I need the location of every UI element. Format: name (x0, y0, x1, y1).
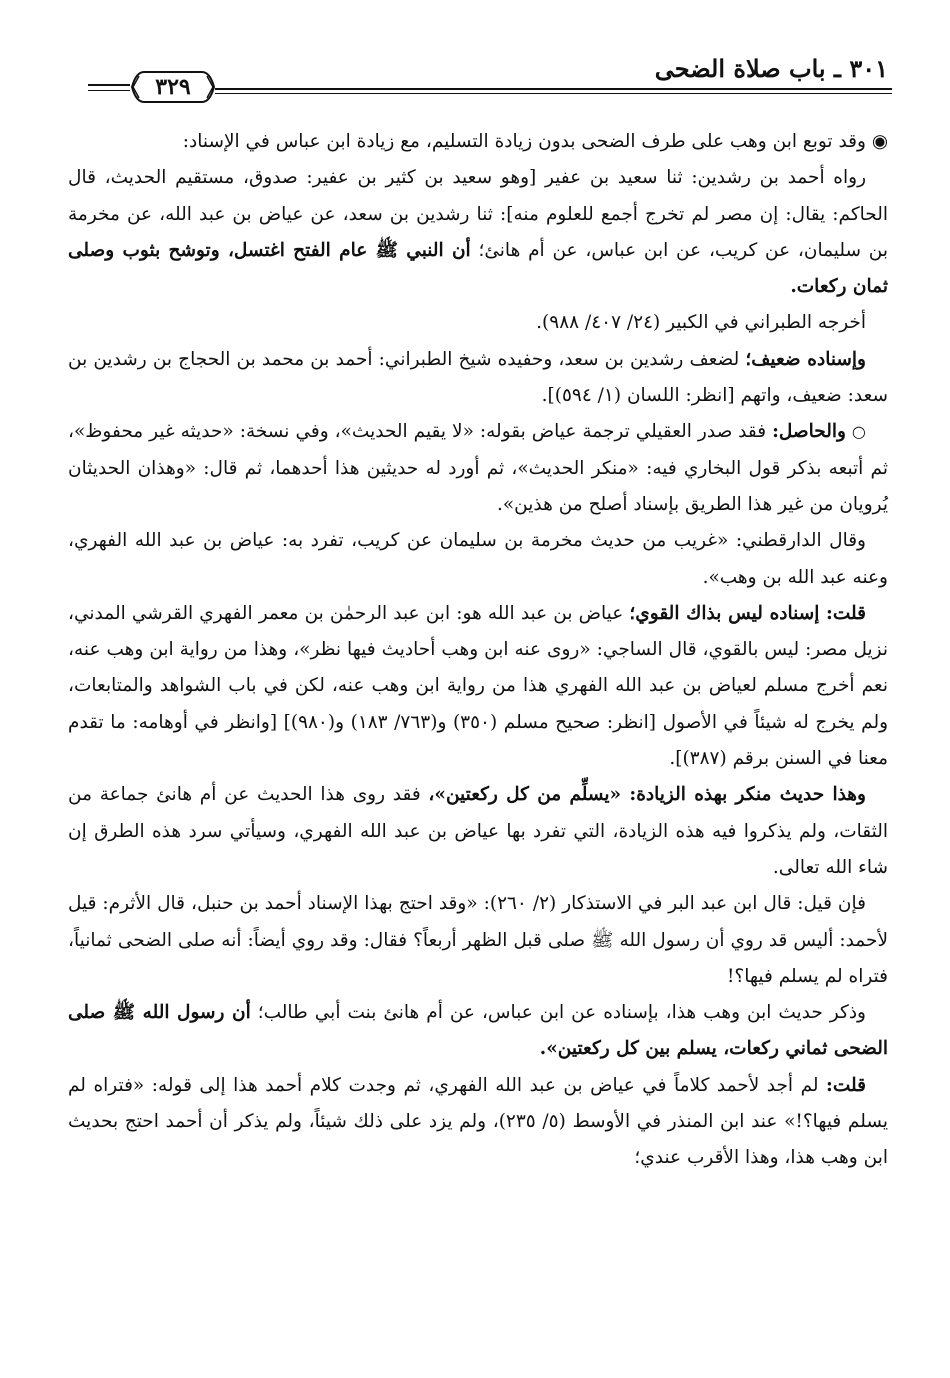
paragraph-text: فإن قيل: قال ابن عبد البر في الاستذكار (٢/ ٢٦٠): «وقد احتج بهذا الإسناد أحمد بن حنبل، قال الأثرم: قيل لأحمد: أليس قد روي أن رسول الله ﷺ صلى قبل الظهر أربعاً؟ فقال: وقد روي أيضاً: أنه صلى الضحى ثمانياً، فتراه لم يسلم فيها؟! (68, 893, 888, 987)
paragraph-lead: وهذا حديث منكر بهذه الزيادة: «يسلِّم من كل ركعتين»، (428, 784, 866, 806)
paragraph-text: فقد صدر العقيلي ترجمة عياض بقوله: «لا يقيم الحديث»، وفي نسخة: «حديثه غير محفوظ»، ثم أتبعه بذكر قول البخاري فيه: «منكر الحديث»، ثم أورد له حديثين هذا أحدهما، ثم قال: «وهذان الحديثان يُرويان من غير هذا الطريق بإسناد أصلح من هذين». (68, 421, 888, 515)
paragraph (68, 1068, 888, 1177)
header-rule (215, 88, 892, 90)
circle-marker: ○ (851, 422, 866, 442)
paragraph (68, 886, 888, 995)
paragraph-lead: قلت: إسناده ليس بذاك القوي؛ (629, 602, 867, 624)
paragraph (68, 523, 888, 596)
paragraph-lead: قلت: (826, 1074, 866, 1096)
paragraph-lead: والحاصل: (772, 421, 846, 443)
paragraph-text: رواه أحمد بن رشدين: ثنا سعيد بن عفير [وهو سعيد بن كثير بن عفير: صدوق، مستقيم الحديث، قال الحاكم: يقال: إن مصر لم تخرج أجمع للعلوم منه]: ثنا رشدين بن سعد، عن عياض بن عبد الله، عن مخرمة بن سليمان، عن كريب، عن ابن عباس، عن أم هانئ؛ (68, 167, 888, 261)
bullet-marker: ◉ (871, 131, 888, 152)
paragraph (68, 777, 888, 886)
paragraph-text: لضعف رشدين بن سعد، وحفيده شيخ الطبراني: أحمد بن محمد بن الحجاج بن رشدين بن سعد: ضعيف، واتهم [انظر: اللسان (١/ ٥٩٤)]. (68, 348, 888, 407)
hadith-text: أن النبي ﷺ عام الفتح اغتسل، وتوشح بثوب وصلى ثمان ركعات. (68, 239, 888, 298)
section-title: ٣٠١ ـ باب صلاة الضحى (654, 54, 888, 83)
page-body (68, 124, 888, 1177)
paragraph-lead: وإسناده ضعيف؛ (745, 348, 866, 370)
page-number: ٣٢٩ (155, 74, 191, 100)
paragraph (68, 160, 888, 305)
paragraph-text: فقد روى هذا الحديث عن أم هانئ جماعة من الثقات، ولم يذكروا فيه هذه الزيادة، التي تفرد بها عياض بن عبد الله الفهري، وسيأتي سرد هذه الطرق إن شاء الله تعالى. (68, 784, 888, 878)
page-number-badge (130, 70, 216, 104)
paragraph-text: أخرجه الطبراني في الكبير (٢٤/ ٤٠٧/ ٩٨٨). (536, 312, 866, 334)
paragraph (68, 124, 888, 160)
paragraph-text: وقال الدارقطني: «غريب من حديث مخرمة بن سليمان عن كريب، تفرد به: عياض بن عبد الله الفهري، وعنه عبد الله بن وهب». (68, 530, 888, 588)
paragraph-text: لم أجد لأحمد كلاماً في عياض بن عبد الله الفهري، ثم وجدت كلام أحمد هذا إلى قوله: «فتراه لم يسلم فيها؟!» عند ابن المنذر في الأوسط (٥/ ٢٣٥)، ولم يزد على ذلك شيئاً، ولم يذكر أن أحمد احتج بحديث ابن وهب هذا، وهذا الأقرب عندي؛ (68, 1074, 888, 1169)
paragraph-text: عياض بن عبد الله هو: ابن عبد الرحمٰن بن معمر الفهري القرشي المدني، نزيل مصر: ليس بالقوي، قال الساجي: «روى عنه ابن وهب أحاديث فيها نظر»، وهذا من رواية ابن وهب عنه، نعم أخرج مسلم لعياض بن عبد الله الفهري هذا من رواية ابن وهب عنه، لكن في باب الشواهد والمتابعات، ولم يخرج له شيئاً في الأصول [انظر: صحيح مسلم (٣٥٠) و(٧٦٣/ ١٨٣) و(٩٨٠)] [وانظر في أوهامه: ما تقدم معنا في السنن برقم (٣٨٧)]. (68, 602, 889, 770)
paragraph (68, 342, 888, 415)
hadith-text: أن رسول الله ﷺ صلى الضحى ثماني ركعات، يسلم بين كل ركعتين». (68, 1002, 888, 1060)
paragraph (68, 414, 888, 523)
paragraph (68, 305, 888, 341)
header-rule (215, 93, 892, 94)
header-rule-left (88, 84, 130, 86)
paragraph (68, 995, 888, 1068)
paragraph (68, 596, 888, 777)
paragraph-text: وقد توبع ابن وهب على طرف الضحى بدون زيادة التسليم، مع زيادة ابن عباس في الإسناد: (182, 131, 866, 152)
header-rule-left (88, 90, 130, 91)
page-header (0, 0, 950, 110)
paragraph-text: وذكر حديث ابن وهب هذا، بإسناده عن ابن عباس، عن أم هانئ بنت أبي طالب؛ (257, 1002, 866, 1024)
